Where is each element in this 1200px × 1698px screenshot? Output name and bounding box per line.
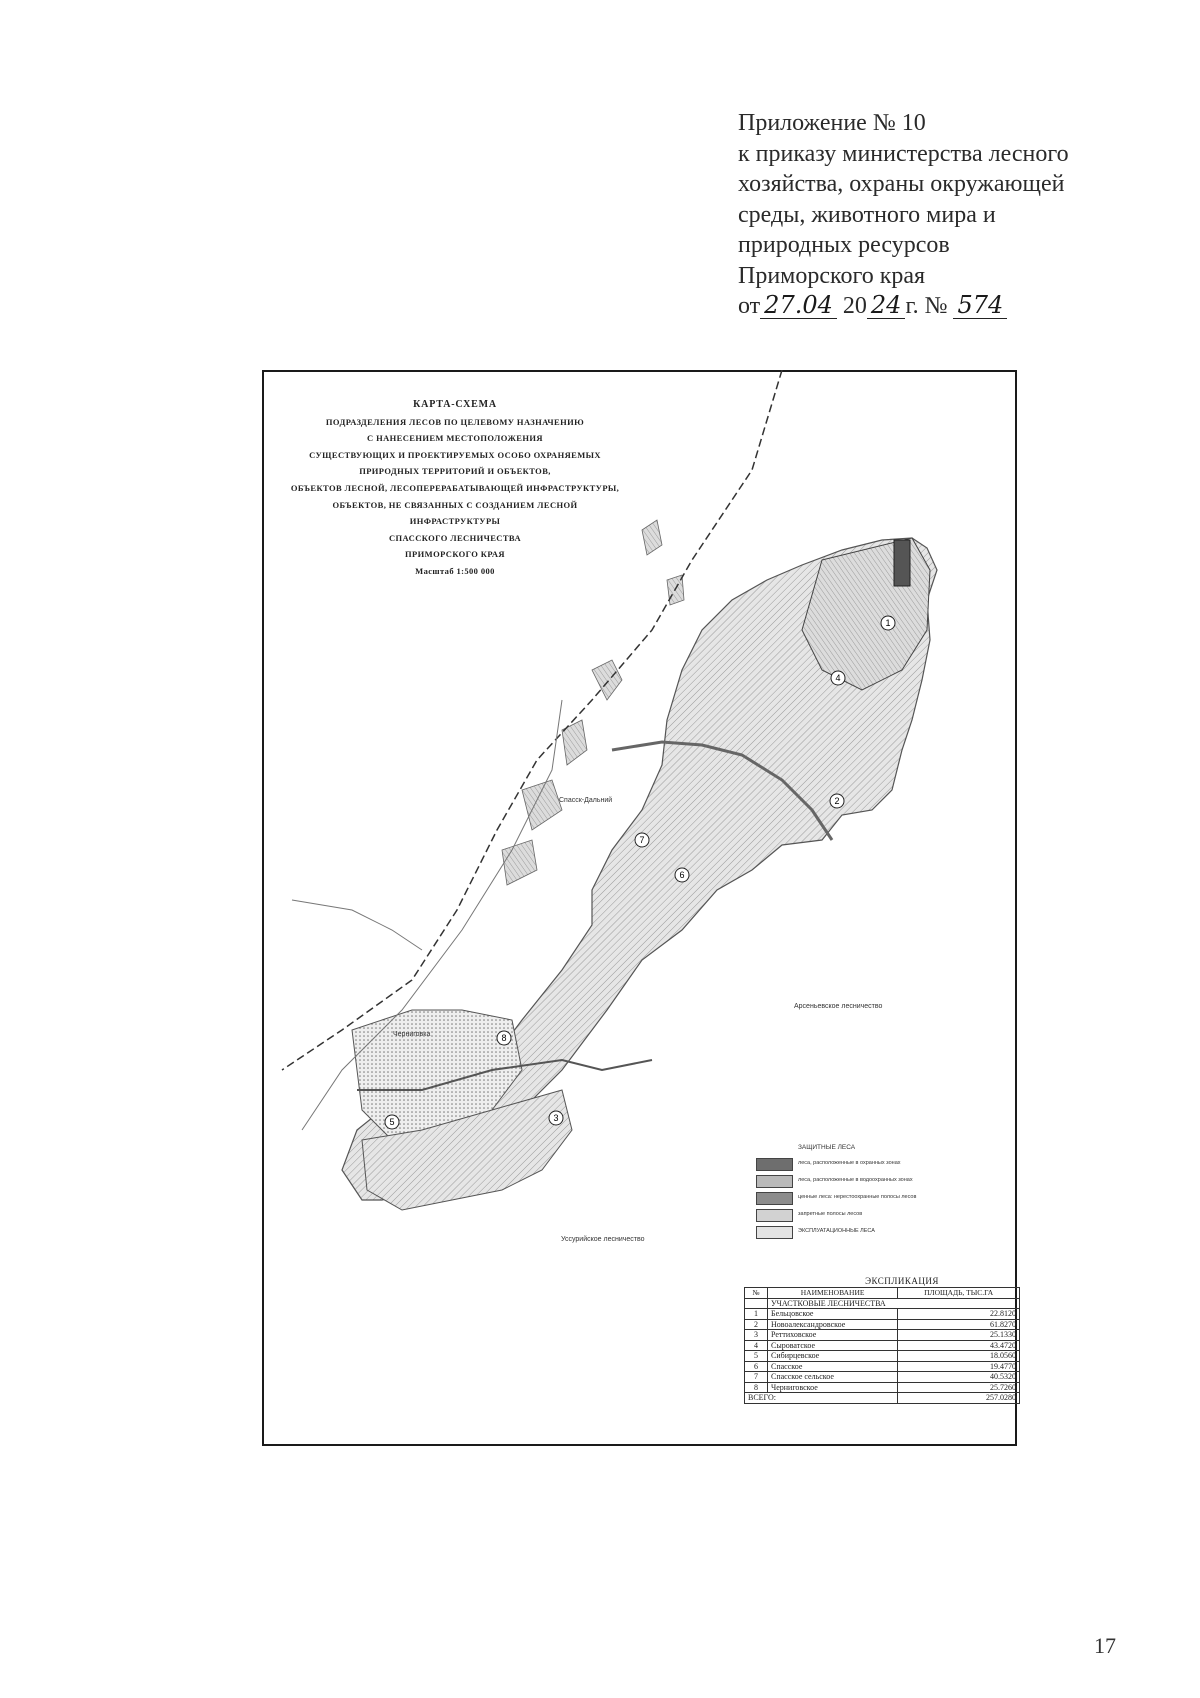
explication-table xyxy=(744,1287,1020,1404)
table-row: 4 Сыроватское 43.4720 xyxy=(745,1340,1020,1351)
map-title-line-9: ПРИМОРСКОГО КРАЯ xyxy=(405,549,505,560)
label-chernigovka: Черниговка xyxy=(393,1031,431,1038)
legend-swatch-5 xyxy=(756,1226,793,1239)
explication-total-row xyxy=(745,1393,1020,1404)
map-scale: Масштаб 1:500 000 xyxy=(415,565,495,576)
district-marker-2 xyxy=(830,794,844,808)
order-date-line xyxy=(738,291,1118,322)
header-line-2: к приказу министерства лесного xyxy=(738,140,1069,167)
label-neighbor-south: Уссурийское лесничество xyxy=(561,1236,645,1243)
legend-item-4 xyxy=(756,1209,996,1221)
year-end: г. xyxy=(905,293,919,319)
header-number: № xyxy=(745,1288,768,1299)
legend-swatch-3 xyxy=(756,1192,793,1205)
district-marker-5 xyxy=(385,1115,399,1129)
map-title-line-3: С НАНЕСЕНИЕМ МЕСТОПОЛОЖЕНИЯ xyxy=(367,433,543,444)
district-marker-3 xyxy=(549,1111,563,1125)
svg-text:7: 7 xyxy=(639,835,645,845)
header-name: НАИМЕНОВАНИЕ xyxy=(768,1288,898,1299)
map-title-line-6: ОБЪЕКТОВ ЛЕСНОЙ, ЛЕСОПЕРЕРАБАТЫВАЮЩЕЙ ИНФРАСТРУКТУРЫ, xyxy=(290,482,620,493)
district-marker-1 xyxy=(881,616,895,630)
road-line-west xyxy=(292,900,422,950)
legend-swatch-4 xyxy=(756,1209,793,1222)
svg-text:3: 3 xyxy=(553,1113,559,1123)
svg-text:4: 4 xyxy=(835,673,841,683)
legend-item-5 xyxy=(756,1226,996,1238)
legend-text-3: ценные леса: нерестоохранные полосы лесов xyxy=(798,1194,917,1200)
legend-item-2 xyxy=(756,1175,996,1187)
legend-text-2: леса, расположенные в водоохранных зонах xyxy=(798,1177,913,1183)
total-value: 257.0280 xyxy=(898,1393,1020,1404)
table-row: 6 Спасское 19.4770 xyxy=(745,1361,1020,1372)
label-spassk: Спасск-Дальний xyxy=(559,797,613,804)
protected-area xyxy=(894,540,910,586)
label-neighbor-east: Арсеньевское лесничество xyxy=(794,1003,883,1010)
handwritten-year: 24 xyxy=(867,292,906,319)
document-header xyxy=(738,108,1118,322)
map-title-line-8: СПАССКОГО ЛЕСНИЧЕСТВА xyxy=(389,532,521,543)
header-area: ПЛОЩАДЬ, ТЫС.ГА xyxy=(898,1288,1020,1299)
handwritten-order-number: 574 xyxy=(953,292,1007,319)
district-marker-4 xyxy=(831,671,845,685)
page-number: 17 xyxy=(1094,1633,1116,1658)
svg-text:5: 5 xyxy=(389,1117,395,1127)
legend-item-1 xyxy=(756,1158,996,1170)
header-line-5: природных ресурсов xyxy=(738,232,950,258)
year-prefix: 20 xyxy=(842,293,867,319)
table-row: 7 Спасское сельское 40.5320 xyxy=(745,1372,1020,1383)
svg-text:6: 6 xyxy=(679,870,685,880)
svg-text:8: 8 xyxy=(501,1033,507,1043)
header-line-4: среды, животного мира и xyxy=(738,201,996,228)
explication-header-row xyxy=(745,1288,1020,1299)
header-line-3: хозяйства, охраны окружающей xyxy=(738,171,1065,197)
map-title-line-4: СУЩЕСТВУЮЩИХ И ПРОЕКТИРУЕМЫХ ОСОБО ОХРАНЯЕМЫХ xyxy=(309,449,601,460)
map-title-line-5: ПРИРОДНЫХ ТЕРРИТОРИЙ И ОБЪЕКТОВ, xyxy=(359,466,551,477)
legend-swatch-1 xyxy=(756,1158,793,1171)
table-row: 5 Сибирцевское 18.0560 xyxy=(745,1351,1020,1362)
district-marker-6 xyxy=(675,868,689,882)
legend-text-1: леса, расположенные в охранных зонах xyxy=(798,1160,901,1166)
handwritten-date: 27.04 xyxy=(760,292,837,319)
explication-title: ЭКСПЛИКАЦИЯ xyxy=(865,1276,939,1286)
legend-text-4: запретные полосы лесов xyxy=(798,1211,863,1217)
legend-text-5: ЭКСПЛУАТАЦИОННЫЕ ЛЕСА xyxy=(798,1228,875,1234)
map-title-line-7: ОБЪЕКТОВ, НЕ СВЯЗАННЫХ С СОЗДАНИЕМ ЛЕСНОЙ ИНФРАСТРУКТУРЫ xyxy=(332,499,578,527)
table-row: 3 Реттиховское 25.1330 xyxy=(745,1330,1020,1341)
explication-subheader-row xyxy=(745,1298,1020,1309)
total-label: ВСЕГО: xyxy=(745,1393,898,1404)
district-marker-8 xyxy=(497,1031,511,1045)
map-title-line-1: КАРТА-СХЕМА xyxy=(413,399,497,410)
legend-item-3 xyxy=(756,1192,996,1204)
map-title-line-2: ПОДРАЗДЕЛЕНИЯ ЛЕСОВ ПО ЦЕЛЕВОМУ НАЗНАЧЕНИЮ xyxy=(325,416,585,427)
legend-title: ЗАЩИТНЫЕ ЛЕСА xyxy=(798,1144,856,1151)
table-row: 1 Бельцовское 22.8120 xyxy=(745,1309,1020,1320)
svg-text:2: 2 xyxy=(834,796,840,806)
table-row: 8 Черниговское 25.7260 xyxy=(745,1382,1020,1393)
legend-swatch-2 xyxy=(756,1175,793,1188)
date-prefix: от xyxy=(738,293,761,319)
district-marker-7 xyxy=(635,833,649,847)
header-line-6: Приморского края xyxy=(738,262,926,289)
svg-text:1: 1 xyxy=(885,618,891,628)
header-line-1: Приложение № 10 xyxy=(738,110,926,136)
table-row: 2 Новоалександровское 61.8270 xyxy=(745,1319,1020,1330)
number-prefix: № xyxy=(924,293,948,319)
explication xyxy=(744,1276,1020,1404)
explication-subheader: УЧАСТКОВЫЕ ЛЕСНИЧЕСТВА xyxy=(768,1298,1020,1309)
